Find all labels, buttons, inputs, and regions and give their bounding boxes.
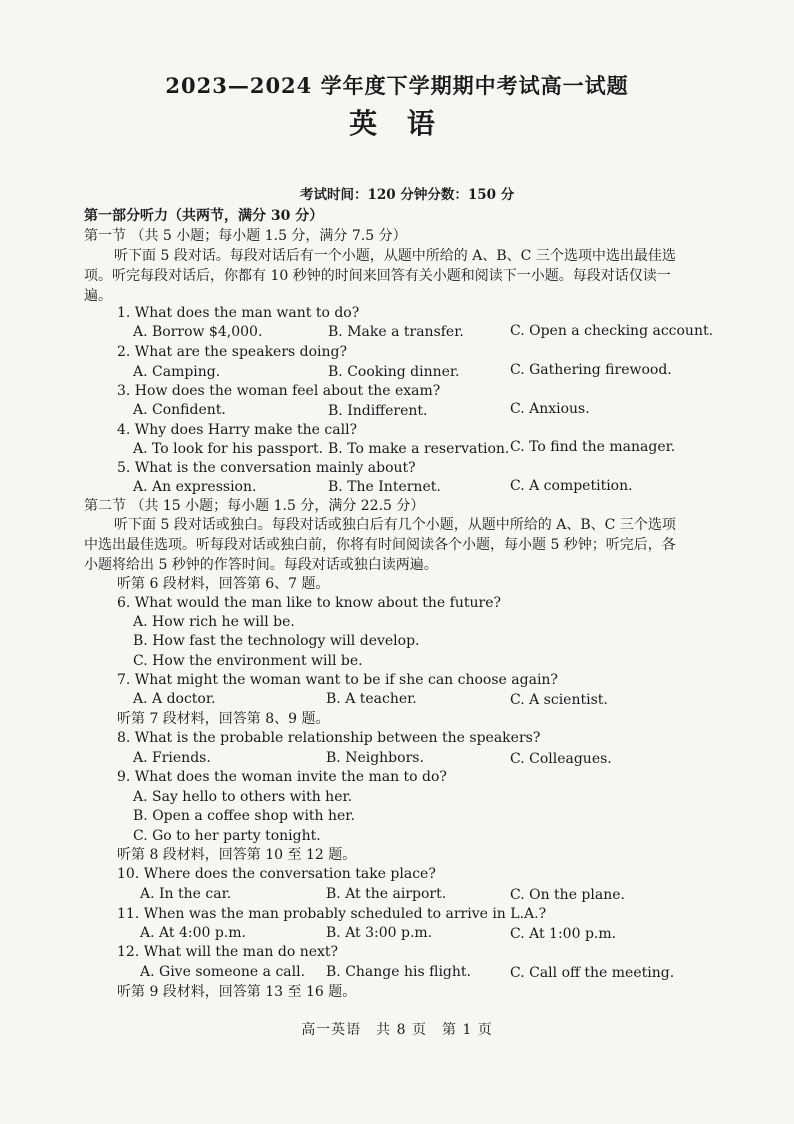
question-stem: 3. How does the woman feel about the exam? xyxy=(117,383,441,399)
option-a: A. Confident. xyxy=(133,402,226,418)
question-stem: 8. What is the probable relationship between the speakers? xyxy=(117,730,541,746)
option-a: A. At 4:00 p.m. xyxy=(140,925,246,941)
option-b: B. Open a coffee shop with her. xyxy=(133,808,355,824)
question-stem: 12. What will the man do next? xyxy=(117,944,339,960)
section1-heading: 第一节 （共 5 小题；每小题 1.5 分，满分 7.5 分） xyxy=(84,228,407,244)
question-stem: 7. What might the woman want to be if she can choose again? xyxy=(117,672,558,688)
option-b: B. Change his flight. xyxy=(326,964,471,980)
option-a: A. An expression. xyxy=(133,479,257,495)
section2-instruction-line: 听下面 5 段对话或独白。每段对话或独白后有几个小题，从题中所给的 A、B、C 三个选项 xyxy=(114,517,676,533)
option-a: A. Say hello to others with her. xyxy=(133,789,353,805)
option-c: C. Colleagues. xyxy=(510,751,612,767)
question-stem: 10. Where does the conversation take place? xyxy=(117,866,436,882)
option-a: A. How rich he will be. xyxy=(133,614,295,630)
question-stem: 6. What would the man like to know about the future? xyxy=(117,595,501,611)
subject-title: 英 语 xyxy=(349,107,445,140)
question-stem: 4. Why does Harry make the call? xyxy=(117,422,358,438)
option-b: B. To make a reservation. xyxy=(328,441,510,457)
material-note: 听第 8 段材料，回答第 10 至 12 题。 xyxy=(117,847,357,863)
material-note: 听第 6 段材料，回答第 6、7 题。 xyxy=(117,576,330,592)
option-c: C. Gathering firewood. xyxy=(510,362,672,378)
option-a: A. Give someone a call. xyxy=(140,964,306,980)
option-c: C. To find the manager. xyxy=(510,439,676,455)
option-c: C. Call off the meeting. xyxy=(510,965,675,981)
exam-title: 2023—2024 学年度下学期期中考试高一试题 xyxy=(165,73,629,98)
section2-instruction-line: 小题将给出 5 秒钟的作答时间。每段对话或独白读两遍。 xyxy=(84,557,438,573)
option-c: C. Go to her party tonight. xyxy=(133,828,321,844)
section2-instruction-line: 中选出最佳选项。听每段对话或独白前，你将有时间阅读各个小题，每小题 5 秒钟；听完后，各 xyxy=(84,537,676,553)
option-b: B. Neighbors. xyxy=(326,750,424,766)
option-c: C. At 1:00 p.m. xyxy=(510,926,617,942)
material-note: 听第 7 段材料，回答第 8、9 题。 xyxy=(117,711,330,727)
question-stem: 9. What does the woman invite the man to do? xyxy=(117,769,447,785)
option-c: C. Open a checking account. xyxy=(510,323,714,339)
option-c: C. On the plane. xyxy=(510,887,625,903)
option-a: A. To look for his passport. xyxy=(133,441,324,457)
option-b: B. Indifferent. xyxy=(328,403,428,419)
option-c: C. A competition. xyxy=(510,478,633,494)
option-a: A. Borrow $4,000. xyxy=(133,324,263,340)
option-a: A. In the car. xyxy=(140,886,232,902)
option-b: B. Make a transfer. xyxy=(328,324,464,340)
question-stem: 1. What does the man want to do? xyxy=(117,305,360,321)
option-b: B. At the airport. xyxy=(326,886,447,902)
section1-instruction-line: 听下面 5 段对话。每段对话后有一个小题，从题中所给的 A、B、C 三个选项中选出最佳选 xyxy=(114,248,676,264)
option-b: B. The Internet. xyxy=(328,479,441,495)
page-footer: 高一英语 共 8 页 第 1 页 xyxy=(301,1022,493,1038)
option-b: B. Cooking dinner. xyxy=(328,364,460,380)
option-c: C. How the environment will be. xyxy=(133,653,363,669)
section1-instruction-line: 遍。 xyxy=(84,288,112,304)
question-stem: 5. What is the conversation mainly about? xyxy=(117,460,416,476)
question-stem: 2. What are the speakers doing? xyxy=(117,344,348,360)
part1-heading: 第一部分听力（共两节，满分 30 分） xyxy=(84,208,324,224)
section1-instruction-line: 项。听完每段对话后，你都有 10 秒钟的时间来回答有关小题和阅读下一小题。每段对话仅读一 xyxy=(84,268,671,284)
option-c: C. Anxious. xyxy=(510,401,590,417)
option-c: C. A scientist. xyxy=(510,692,608,708)
option-b: B. How fast the technology will develop. xyxy=(133,633,420,649)
option-a: A. A doctor. xyxy=(133,691,216,707)
option-a: A. Camping. xyxy=(133,364,221,380)
material-note: 听第 9 段材料，回答第 13 至 16 题。 xyxy=(117,984,357,1000)
option-b: B. A teacher. xyxy=(326,691,417,707)
question-stem: 11. When was the man probably scheduled to arrive in L.A.? xyxy=(117,906,547,922)
option-b: B. At 3:00 p.m. xyxy=(326,925,433,941)
option-a: A. Friends. xyxy=(133,750,211,766)
section2-heading: 第二节 （共 15 小题；每小题 1.5 分，满分 22.5 分） xyxy=(84,498,425,514)
exam-meta: 考试时间：120 分钟分数：150 分 xyxy=(300,187,515,203)
